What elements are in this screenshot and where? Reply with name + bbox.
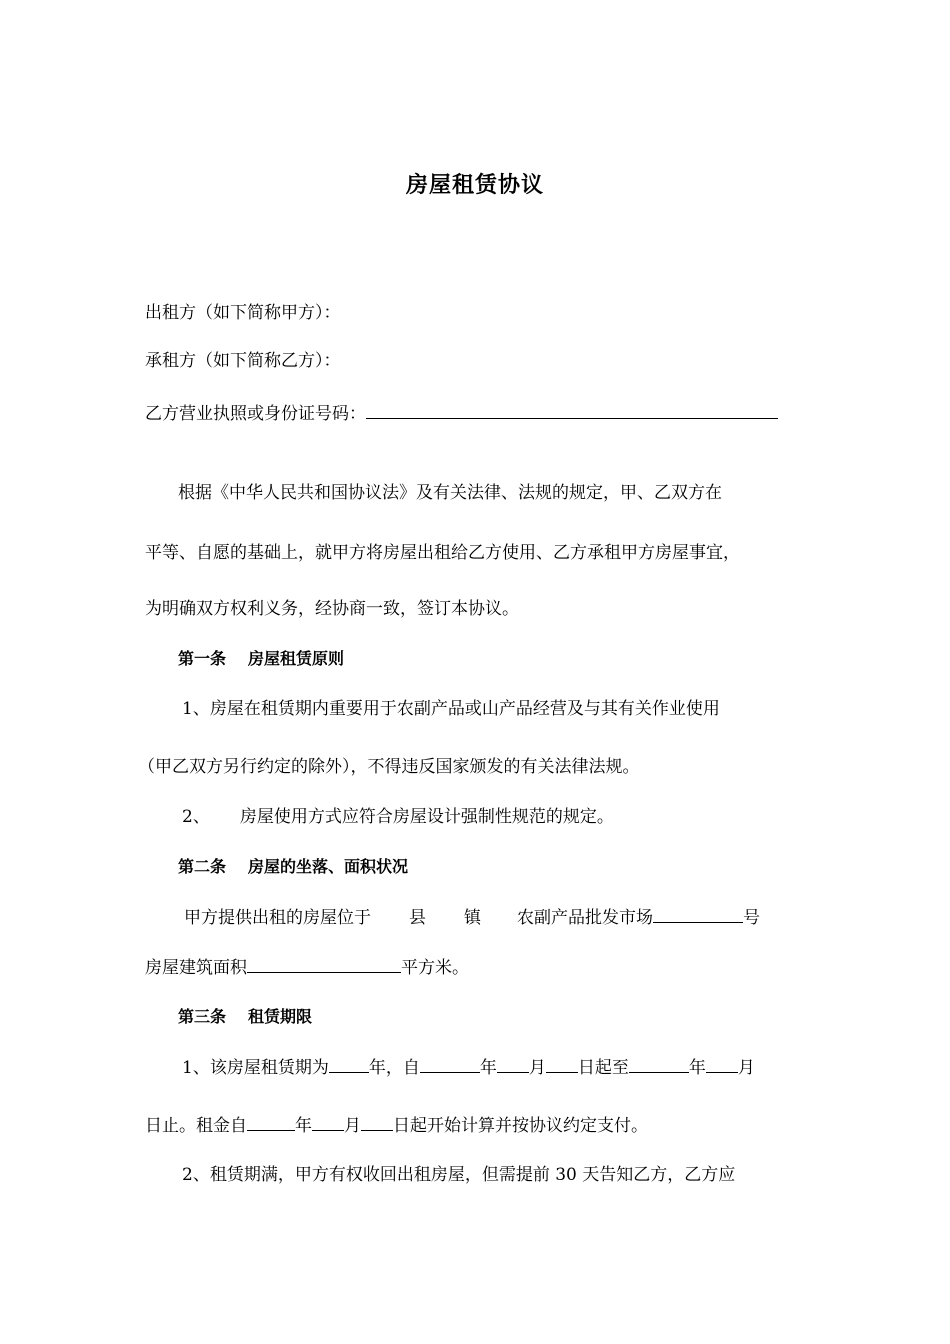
article-3-item-1-line-2 — [145, 1114, 648, 1137]
intro-line-3: 为明确双方权利义务，经协商一致，签订本协议。 — [145, 599, 519, 619]
document-title: 房屋租赁协议 — [405, 173, 544, 198]
rent-day-blank[interactable] — [361, 1114, 393, 1131]
month-label: 月 — [344, 1116, 361, 1136]
lessee-line: 承租方（如下简称乙方）： — [145, 351, 341, 371]
lessor-line: 出租方（如下简称甲方）： — [145, 303, 341, 323]
id-number-label: 乙方营业执照或身份证号码： — [145, 404, 366, 424]
term-label: 1、该房屋租赁期为 — [182, 1058, 329, 1078]
id-number-blank[interactable] — [366, 402, 778, 419]
year-label: 年 — [368, 1058, 386, 1078]
stall-number-blank[interactable] — [653, 906, 743, 923]
start-year-blank[interactable] — [420, 1056, 480, 1073]
intro-line-2: 平等、自愿的基础上，就甲方将房屋出租给乙方使用、乙方承租甲方房屋事宜， — [145, 543, 740, 563]
end-year-blank[interactable] — [629, 1056, 689, 1073]
intro-line-1: 根据《中华人民共和国协议法》及有关法律、法规的规定，甲、乙双方在 — [178, 483, 722, 503]
town-label: 镇 — [464, 908, 481, 928]
number-suffix: 号 — [743, 908, 760, 928]
article-2-line-2 — [145, 956, 469, 979]
rent-year-blank[interactable] — [247, 1114, 295, 1131]
article-1-heading — [178, 648, 344, 670]
article-1-number: 第一条 — [178, 649, 227, 668]
article-1-item-1-line-2: （甲乙双方另行约定的除外），不得违反国家颁发的有关法律法规。 — [138, 757, 640, 777]
article-2-title: 房屋的坐落、面积状况 — [248, 857, 409, 876]
article-3-item-2: 2、租赁期满，甲方有权收回出租房屋，但需提前 30 天告知乙方，乙方应 — [182, 1165, 736, 1185]
area-blank[interactable] — [247, 956, 401, 973]
article-3-title: 租赁期限 — [248, 1007, 313, 1026]
article-3-number: 第三条 — [178, 1007, 227, 1026]
area-unit: 平方米。 — [401, 958, 469, 978]
until-label: 日起至 — [577, 1058, 629, 1078]
article-1-title: 房屋租赁原则 — [248, 649, 345, 668]
article-3-item-1-line-1 — [182, 1056, 755, 1079]
rent-month-blank[interactable] — [312, 1114, 344, 1131]
month-label: 月 — [528, 1058, 546, 1078]
article-1-item-2 — [182, 806, 614, 828]
article-2-number: 第二条 — [178, 857, 227, 876]
county-label: 县 — [409, 908, 426, 928]
month-label: 月 — [737, 1058, 755, 1078]
article-2-line-1 — [184, 906, 760, 929]
article-2-heading — [178, 856, 408, 878]
term-years-blank[interactable] — [329, 1056, 369, 1073]
year-label: 年 — [295, 1116, 312, 1136]
id-number-line — [145, 402, 778, 425]
rent-start-suffix: 日起开始计算并按协议约定支付。 — [393, 1116, 648, 1136]
location-label: 甲方提供出租的房屋位于 — [184, 908, 371, 928]
rent-start-label: 日止。租金自 — [145, 1116, 247, 1136]
start-month-blank[interactable] — [497, 1056, 529, 1073]
start-day-blank[interactable] — [546, 1056, 578, 1073]
area-label: 房屋建筑面积 — [145, 958, 247, 978]
market-label: 农副产品批发市场 — [517, 908, 653, 928]
article-1-item-2-text: 房屋使用方式应符合房屋设计强制性规范的规定。 — [239, 807, 614, 827]
year-label: 年 — [688, 1058, 706, 1078]
article-3-heading — [178, 1006, 312, 1028]
article-1-item-1-line-1: 1、房屋在租赁期内重要用于农副产品或山产品经营及与其有关作业使用 — [182, 699, 720, 719]
article-1-item-2-number: 2、 — [182, 807, 210, 827]
end-month-blank[interactable] — [706, 1056, 738, 1073]
year-label: 年 — [479, 1058, 497, 1078]
from-label: ，自 — [385, 1058, 420, 1078]
